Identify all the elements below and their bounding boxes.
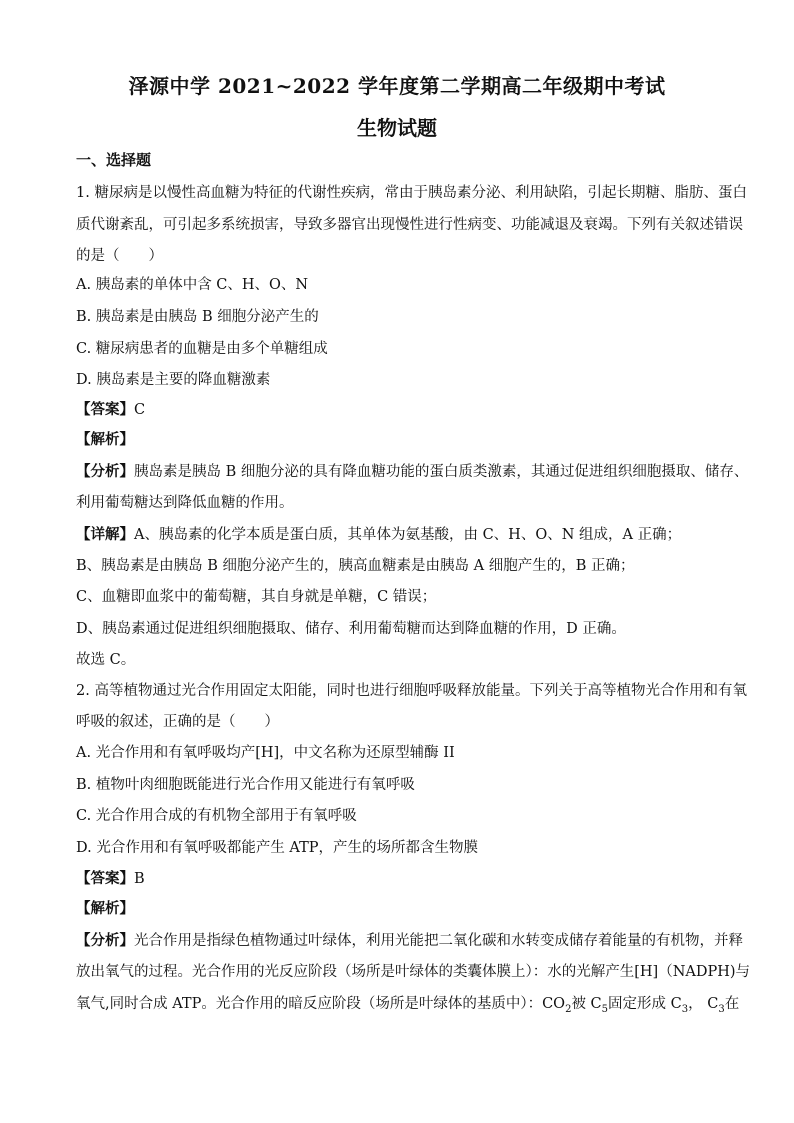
answer-tag: 【答案】 <box>76 401 134 418</box>
q1-xiangjie-d: D、胰岛素通过促进组织细胞摄取、储存、利用葡萄糖而达到降血糖的作用，D 正确。 <box>76 621 626 637</box>
q1-fenxi-line-1 <box>76 462 749 482</box>
q1-stem-line-1: 1. 糖尿病是以慢性高血糖为特征的代谢性疾病，常由于胰岛素分泌、利用缺陷，引起长期糖、脂肪、蛋白 <box>76 185 747 201</box>
q2-fenxi-line-2: 放出氧气的过程。光合作用的光反应阶段（场所是叶绿体的类囊体膜上）：水的光解产生[H]（NADPH)与 <box>76 964 751 980</box>
q1-option-b: B. 胰岛素是由胰岛 B 细胞分泌产生的 <box>76 309 319 325</box>
q2-analysis-tag: 【解析】 <box>76 900 134 917</box>
section-heading: 一、选择题 <box>76 151 152 169</box>
xiangjie-text: A、胰岛素的化学本质是蛋白质，其单体为氨基酸，由 C、H、O、N 组成，A 正确； <box>134 527 682 543</box>
fenxi-text-part: ， C <box>688 996 719 1012</box>
q1-fenxi-line-2: 利用葡萄糖达到降低血糖的作用。 <box>76 495 294 511</box>
subscript: 5 <box>601 1003 609 1015</box>
q2-option-d: D. 光合作用和有氧呼吸都能产生 ATP，产生的场所都含生物膜 <box>76 840 479 856</box>
answer-value: C <box>134 402 146 418</box>
fenxi-tag: 【分析】 <box>76 932 134 949</box>
q1-conclusion: 故选 C。 <box>76 652 136 668</box>
q1-option-d: D. 胰岛素是主要的降血糖激素 <box>76 372 271 388</box>
exam-title: 泽源中学 2021~2022 学年度第二学期高二年级期中考试 <box>128 74 666 98</box>
q2-answer <box>76 869 726 889</box>
q2-option-b: B. 植物叶肉细胞既能进行光合作用又能进行有氧呼吸 <box>76 777 415 793</box>
subscript: 3 <box>681 1003 689 1015</box>
exam-subtitle: 生物试题 <box>357 116 437 140</box>
xiangjie-tag: 【详解】 <box>76 526 134 543</box>
fenxi-text: 胰岛素是胰岛 B 细胞分泌的具有降血糖功能的蛋白质类激素，其通过促进组织细胞摄取、储存、 <box>134 464 749 480</box>
fenxi-text-part: 在 <box>724 996 740 1012</box>
q1-answer <box>76 400 726 420</box>
q2-option-c: C. 光合作用合成的有机物全部用于有氧呼吸 <box>76 808 357 824</box>
fenxi-text-part: 固定形成 C <box>608 996 682 1012</box>
q1-stem-line-2: 质代谢紊乱，可引起多系统损害，导致多器官出现慢性进行性病变、功能减退及衰竭。下列有关叙述错误 <box>76 217 743 233</box>
q1-xiangjie-c: C、血糖即血浆中的葡萄糖，其自身就是单糖，C 错误； <box>76 589 437 605</box>
q1-option-c: C. 糖尿病患者的血糖是由多个单糖组成 <box>76 341 328 357</box>
q2-stem-line-1: 2. 高等植物通过光合作用固定太阳能，同时也进行细胞呼吸释放能量。下列关于高等植物光合作用和有氧 <box>76 683 747 699</box>
q1-analysis-tag: 【解析】 <box>76 431 134 448</box>
q2-option-a: A. 光合作用和有氧呼吸均产[H]，中文名称为还原型辅酶 II <box>76 745 455 761</box>
fenxi-text: 光合作用是指绿色植物通过叶绿体，利用光能把二氧化碳和水转变成储存着能量的有机物，并释 <box>134 933 743 949</box>
q1-xiangjie-b: B、胰岛素是由胰岛 B 细胞分泌产生的，胰高血糖素是由胰岛 A 细胞产生的，B 正确； <box>76 558 635 574</box>
fenxi-text-part: 被 C <box>571 996 602 1012</box>
q2-stem-line-2: 呼吸的叙述，正确的是（ ） <box>76 714 279 730</box>
fenxi-text-part: 氧气,同时合成 ATP。光合作用的暗反应阶段（场所是叶绿体的基质中）：CO <box>76 996 566 1012</box>
answer-tag: 【答案】 <box>76 870 134 887</box>
subscript: 2 <box>565 1003 572 1015</box>
fenxi-tag: 【分析】 <box>76 463 134 480</box>
q2-fenxi-line-3 <box>76 994 740 1020</box>
answer-value: B <box>134 871 145 887</box>
q2-fenxi-line-1 <box>76 931 743 951</box>
q1-option-a: A. 胰岛素的单体中含 C、H、O、N <box>76 277 309 293</box>
q1-stem-line-3: 的是（ ） <box>76 248 163 264</box>
q1-xiangjie-a <box>76 525 726 545</box>
subscript: 3 <box>718 1003 725 1015</box>
